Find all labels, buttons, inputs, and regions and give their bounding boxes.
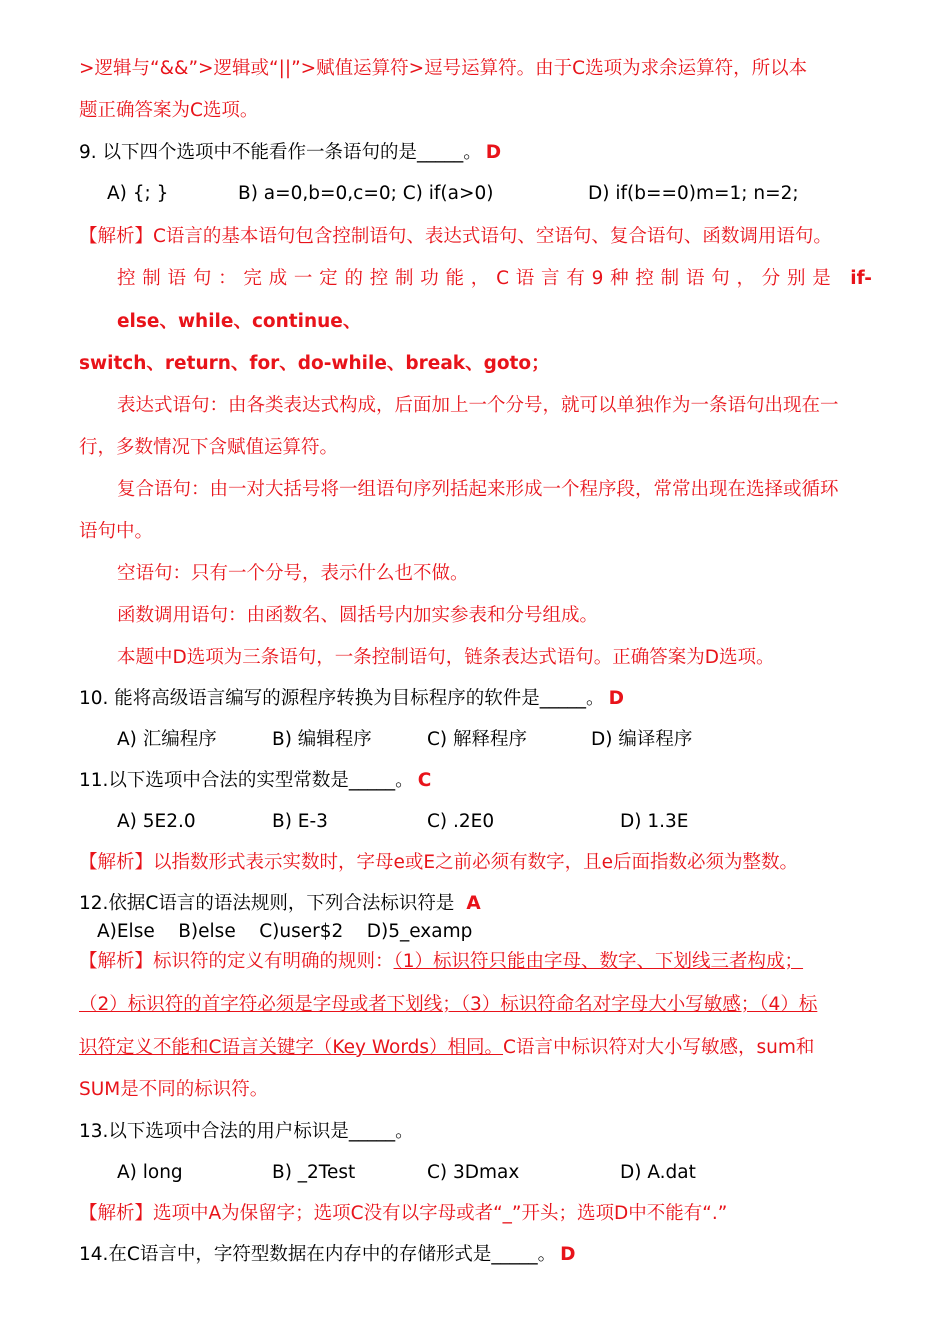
underlined-rule: （1）标识符只能由字母、数字、下划线三者构成； xyxy=(393,951,804,972)
option-d: D) 编译程序 xyxy=(591,729,693,750)
question-11 xyxy=(79,768,872,794)
option-a: A) long xyxy=(117,1162,183,1183)
option-c: C) .2E0 xyxy=(427,811,495,832)
answer-key: D xyxy=(485,142,502,163)
question-text: 12.依据C语言的语法规则，下列合法标识符是 xyxy=(79,893,455,914)
answer-key: A xyxy=(466,893,481,914)
answer-key: D xyxy=(560,1244,576,1265)
option-b: B) E-3 xyxy=(272,811,328,832)
analysis-line: 【解析】以指数形式表示实数时，字母e或E之前必须有数字，且e后面指数必须为整数。 xyxy=(79,852,798,873)
analysis-line: 行，多数情况下含赋值运算符。 xyxy=(79,437,339,458)
analysis-line: 表达式语句：由各类表达式构成，后面加上一个分号，就可以单独作为一条语句出现在一 xyxy=(117,395,839,416)
question-12 xyxy=(79,891,872,917)
analysis-control-statement xyxy=(117,266,872,292)
analysis-line xyxy=(79,949,872,975)
analysis-line: 本题中D选项为三条语句，一条控制语句，链条表达式语句。正确答案为D选项。 xyxy=(117,647,775,668)
analysis-line xyxy=(79,1035,872,1061)
keyword-text: if- xyxy=(850,268,872,289)
question-13 xyxy=(79,1119,872,1145)
option-a: A) {; } xyxy=(107,183,169,204)
answer-key: C xyxy=(417,770,432,791)
question-text: 13.以下选项中合法的用户标识是_____。 xyxy=(79,1121,414,1142)
question-text: 11.以下选项中合法的实型常数是_____。 xyxy=(79,770,414,791)
underlined-rule: 识符定义不能和C语言关键字（Key Words）相同。 xyxy=(79,1037,504,1058)
option-c: C) 解释程序 xyxy=(427,729,528,750)
keywords-line: else、while、continue、 xyxy=(117,311,362,332)
analysis-line: 复合语句：由一对大括号将一组语句序列括起来形成一个程序段，常常出现在选择或循环 xyxy=(117,479,839,500)
keywords-line: switch、return、for、do-while、break、goto； xyxy=(79,353,550,374)
option-d: D) 1.3E xyxy=(620,811,689,832)
analysis-line xyxy=(117,266,872,292)
analysis-line: 语句中。 xyxy=(79,521,154,542)
question-text: 10. 能将高级语言编写的源程序转换为目标程序的软件是_____。 xyxy=(79,688,605,709)
answer-key: D xyxy=(608,688,624,709)
option-b-c: B) a=0,b=0,c=0; C) if(a>0) xyxy=(238,183,494,204)
question-9 xyxy=(79,140,872,166)
option-a: A) 5E2.0 xyxy=(117,811,196,832)
analysis-line: SUM是不同的标识符。 xyxy=(79,1079,269,1100)
option-b: B) 编辑程序 xyxy=(272,729,372,750)
question-14 xyxy=(79,1242,872,1268)
analysis-text: C语言中标识符对大小写敏感，sum和 xyxy=(503,1037,815,1058)
text-line: 题正确答案为C选项。 xyxy=(79,100,259,121)
option-b: B) _2Test xyxy=(272,1162,356,1183)
question-text: 9. 以下四个选项中不能看作一条语句的是_____。 xyxy=(79,142,482,163)
option-c: C) 3Dmax xyxy=(427,1162,520,1183)
question-10 xyxy=(79,686,872,712)
analysis-line: 函数调用语句：由函数名、圆括号内加实参表和分号组成。 xyxy=(117,605,599,626)
option-d: D) A.dat xyxy=(620,1162,696,1183)
text-line: >逻辑与“&&”>逻辑或“||”>赋值运算符>逗号运算符。由于C选项为求余运算符，所以本 xyxy=(79,58,808,79)
underlined-rule: （2）标识符的首字符必须是字母或者下划线；（3）标识符命名对字母大小写敏感；（4）标 xyxy=(79,994,818,1015)
analysis-text: 控制语句：完成一定的控制功能，C语言有9种控制语句，分别是 xyxy=(117,268,838,289)
analysis-line: 空语句：只有一个分号，表示什么也不做。 xyxy=(117,563,469,584)
option-d: D) if(b==0)m=1; n=2; xyxy=(588,183,799,204)
options-row: A)Else B)else C)user$2 D)5_examp xyxy=(97,921,473,942)
analysis-line: 【解析】选项中A为保留字；选项C没有以字母或者“_”开头；选项D中不能有“.” xyxy=(79,1203,728,1224)
analysis-text: 【解析】标识符的定义有明确的规则： xyxy=(79,951,394,972)
option-a: A) 汇编程序 xyxy=(117,729,217,750)
analysis-line: 【解析】C语言的基本语句包含控制语句、表达式语句、空语句、复合语句、函数调用语句。 xyxy=(79,226,832,247)
question-text: 14.在C语言中，字符型数据在内存中的存储形式是_____。 xyxy=(79,1244,557,1265)
